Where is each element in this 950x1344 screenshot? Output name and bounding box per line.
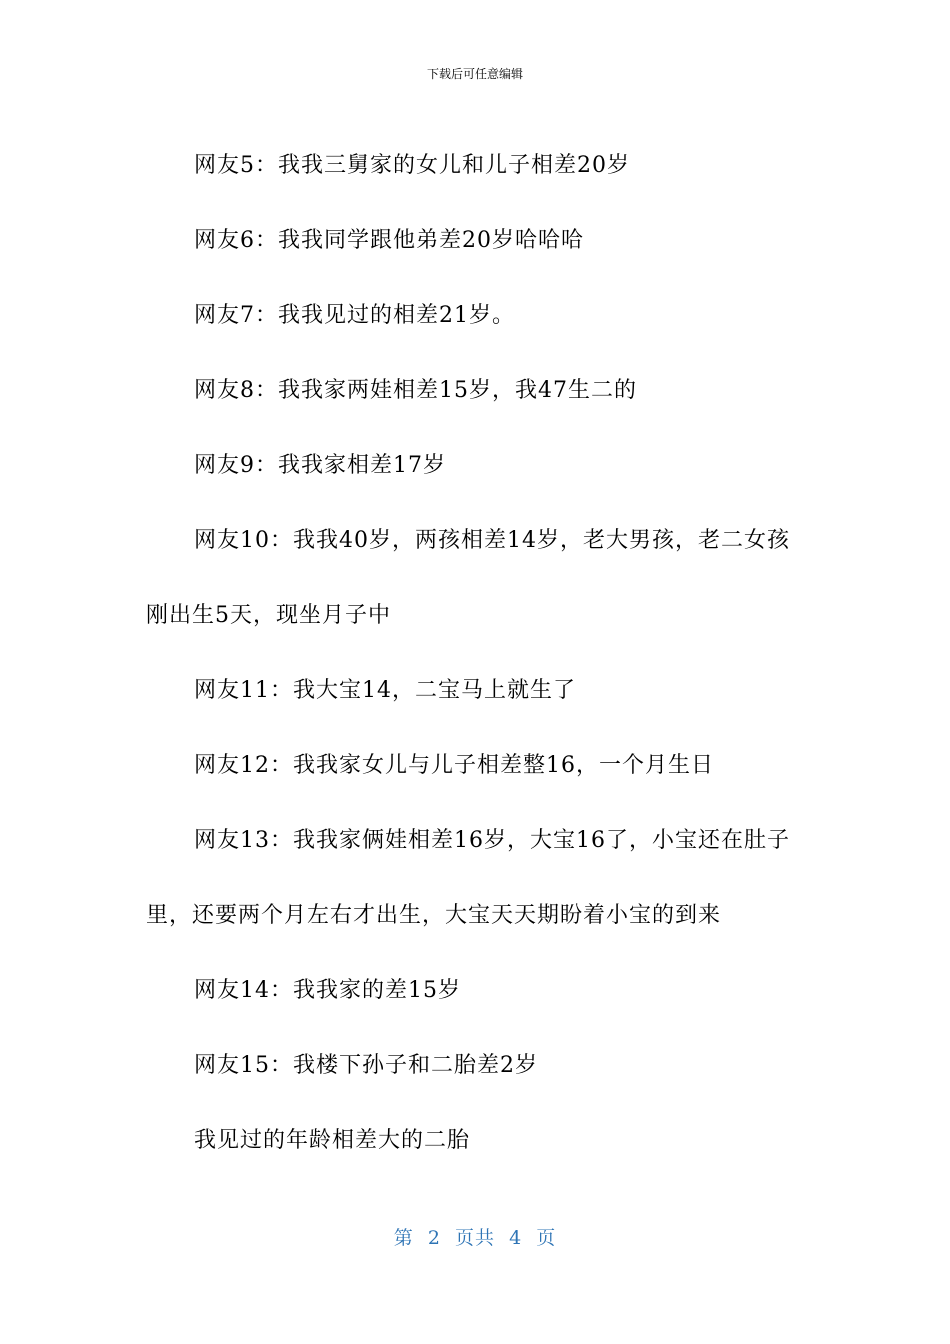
paragraph: 网友11：我大宝14，二宝马上就生了 bbox=[194, 678, 576, 703]
paragraph: 网友7：我我见过的相差21岁。 bbox=[194, 303, 515, 328]
paragraph: 网友12：我我家女儿与儿子相差整16，一个月生日 bbox=[194, 753, 714, 778]
paragraph: 网友14：我我家的差15岁 bbox=[194, 978, 461, 1003]
paragraph: 网友15：我楼下孙子和二胎差2岁 bbox=[194, 1053, 538, 1078]
page-number: 第 2 页共 4 页 bbox=[393, 1227, 557, 1249]
document-body bbox=[146, 128, 796, 1178]
paragraph: 网友6：我我同学跟他弟差20岁哈哈哈 bbox=[194, 228, 584, 253]
paragraph: 网友8：我我家两娃相差15岁，我47生二的 bbox=[194, 378, 637, 403]
paragraph: 网友9：我我家相差17岁 bbox=[194, 453, 446, 478]
paragraph: 网友5：我我三舅家的女儿和儿子相差20岁 bbox=[194, 153, 630, 178]
paragraph: 网友10：我我40岁，两孩相差14岁，老大男孩，老二女孩刚出生5天，现坐月子中 bbox=[146, 528, 790, 628]
page-header: 下载后可任意编辑 bbox=[426, 67, 523, 81]
page-footer bbox=[0, 1226, 950, 1250]
paragraph: 我见过的年龄相差大的二胎 bbox=[194, 1128, 471, 1153]
paragraph: 网友13：我我家俩娃相差16岁，大宝16了，小宝还在肚子里，还要两个月左右才出生，大宝天天期盼着小宝的到来 bbox=[146, 828, 790, 928]
